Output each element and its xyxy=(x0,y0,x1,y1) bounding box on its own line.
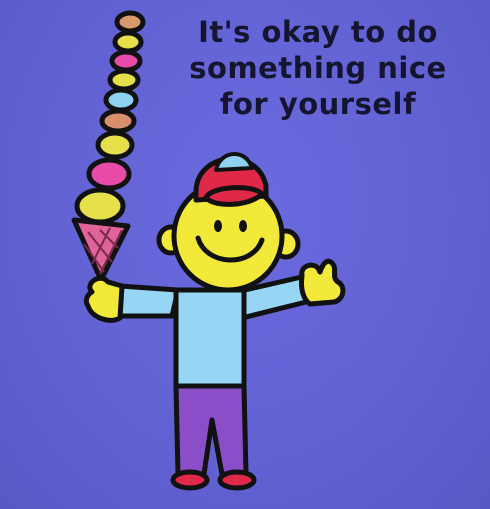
caption-line-2: something nice xyxy=(189,51,447,85)
thumbs-up-hand xyxy=(301,261,342,304)
scoop xyxy=(77,190,123,222)
scoop xyxy=(98,133,132,157)
scoop xyxy=(117,13,143,31)
scoop xyxy=(112,52,140,70)
right-eye xyxy=(239,220,247,232)
left-hand xyxy=(86,278,122,320)
baseball-cap xyxy=(196,154,266,204)
shirt xyxy=(176,290,244,388)
pants xyxy=(176,386,246,474)
scoop xyxy=(89,160,129,188)
right-shoe xyxy=(220,472,254,488)
left-shoe xyxy=(173,472,207,488)
cone xyxy=(74,220,128,280)
ice-cream-scoops xyxy=(77,13,143,222)
caption-line-3: for yourself xyxy=(219,87,417,121)
left-eye xyxy=(214,220,222,232)
scoop xyxy=(106,90,136,110)
caption-line-1: It's okay to do xyxy=(198,15,438,49)
scoop xyxy=(110,71,138,89)
scoop xyxy=(115,33,141,51)
scoop xyxy=(102,111,134,131)
